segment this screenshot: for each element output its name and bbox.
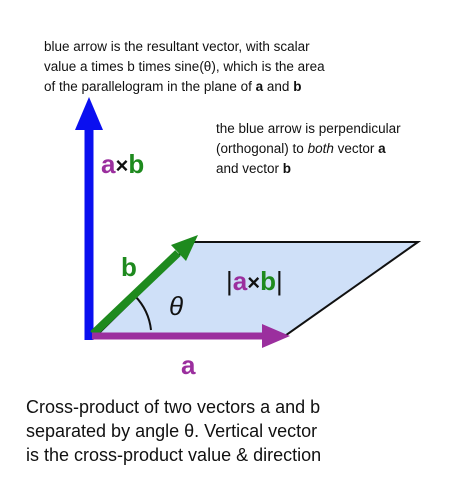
bottom-caption-line1: Cross-product of two vectors a and b bbox=[26, 397, 321, 417]
bottom-caption bbox=[26, 395, 466, 467]
side-caption-line2 bbox=[216, 139, 466, 159]
area-label-times: × bbox=[247, 270, 261, 295]
side-caption-both: both bbox=[307, 141, 334, 156]
side-caption-line1: the blue arrow is perpendicular bbox=[216, 121, 401, 136]
side-caption-b: b bbox=[282, 161, 292, 176]
axb-label-b: b bbox=[128, 149, 145, 179]
top-caption-line2: value a times b times sine(θ), which is the area bbox=[44, 59, 325, 74]
side-caption-line3 bbox=[216, 159, 466, 179]
side-caption bbox=[216, 119, 466, 179]
top-caption-line1: blue arrow is the resultant vector, with scalar bbox=[44, 39, 310, 54]
area-label-b: b bbox=[260, 266, 276, 296]
side-caption-line2-suffix: vector bbox=[333, 141, 379, 156]
theta-label: θ bbox=[169, 291, 184, 321]
top-caption-line3-prefix: of the parallelogram in the plane of bbox=[44, 79, 256, 94]
axb-label-times: × bbox=[115, 153, 129, 178]
side-caption-a: a bbox=[378, 141, 386, 156]
axb-label-a: a bbox=[101, 149, 116, 179]
side-caption-line2-prefix: (orthogonal) to bbox=[216, 141, 308, 156]
top-caption-a: a bbox=[255, 79, 264, 94]
b-label: b bbox=[121, 252, 137, 282]
top-caption bbox=[44, 37, 454, 97]
top-caption-line3 bbox=[44, 77, 454, 97]
area-label-open: | bbox=[226, 266, 233, 296]
area-label-close: | bbox=[275, 266, 283, 296]
top-caption-and: and bbox=[263, 79, 294, 94]
area-label-a: a bbox=[232, 266, 248, 296]
axb-arrow-head bbox=[75, 97, 103, 130]
bottom-caption-line3: is the cross-product value & direction bbox=[26, 445, 322, 465]
area-label bbox=[226, 266, 283, 296]
bottom-caption-line2: separated by angle θ. Vertical vector bbox=[26, 421, 318, 441]
side-caption-line3-prefix: and vector bbox=[216, 161, 283, 176]
axb-label bbox=[101, 149, 144, 179]
top-caption-b: b bbox=[293, 79, 302, 94]
a-label: a bbox=[181, 350, 196, 380]
